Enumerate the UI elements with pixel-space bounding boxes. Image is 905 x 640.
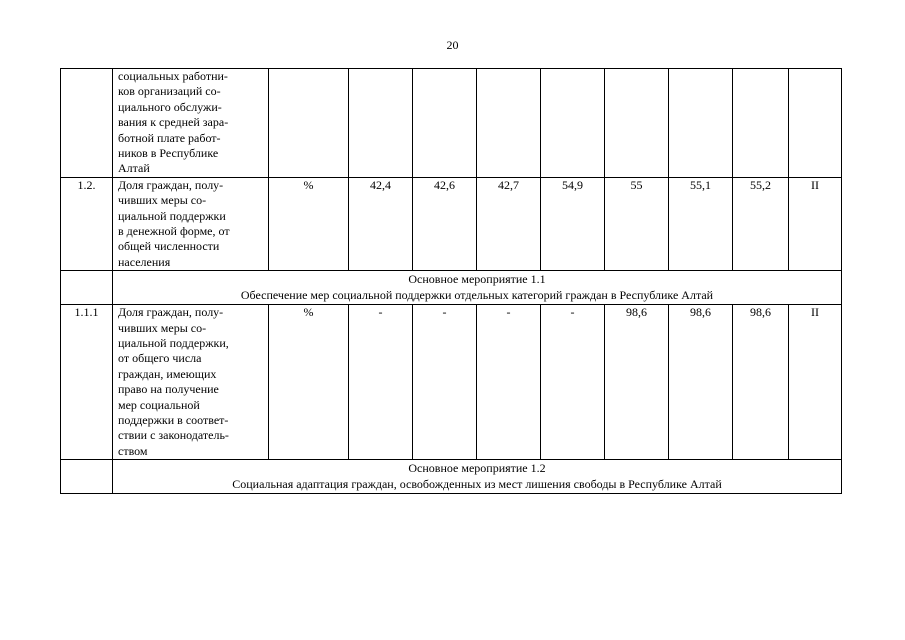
unit-cell (269, 69, 349, 178)
indicator-name-line: чивших меры со- (118, 193, 207, 208)
unit-cell: % (269, 177, 349, 270)
section-row (61, 271, 842, 305)
value-cell: 42,7 (477, 177, 541, 270)
category-cell: II (789, 177, 842, 270)
indicator-name-line: вания к средней зара- (118, 115, 229, 130)
indicator-name-cell (113, 69, 269, 178)
indicator-name-line: Доля граждан, полу- (118, 305, 224, 320)
section-row (61, 460, 842, 494)
indicator-name-line: мер социальной (118, 397, 200, 412)
value-cell (541, 69, 605, 178)
value-cell (733, 69, 789, 178)
indicator-name-line: населения (118, 254, 171, 269)
indicator-name-line: ков организаций со- (118, 84, 221, 99)
unit-cell: % (269, 305, 349, 460)
section-title-line: Основное мероприятие 1.2 (408, 461, 546, 476)
value-cell (605, 69, 669, 178)
value-cell: 98,6 (669, 305, 733, 460)
indicator-name-line: Доля граждан, полу- (118, 177, 224, 192)
section-title-cell (113, 460, 842, 494)
indicator-name-cell (113, 177, 269, 270)
row-number-cell (61, 460, 113, 494)
value-cell: - (541, 305, 605, 460)
row-number-cell: 1.2. (61, 177, 113, 270)
indicator-name-line: циальной поддержки (118, 208, 226, 223)
indicator-name-cell (113, 305, 269, 460)
indicator-name-line: общей численности (118, 239, 220, 254)
value-cell: 54,9 (541, 177, 605, 270)
value-cell: - (477, 305, 541, 460)
row-number-cell: 1.1.1 (61, 305, 113, 460)
indicator-name-line: циальной поддержки, (118, 335, 229, 350)
row-number-cell (61, 69, 113, 178)
row-number-cell (61, 271, 113, 305)
value-cell: 98,6 (733, 305, 789, 460)
table-row (61, 177, 842, 270)
indicators-table (60, 68, 842, 494)
indicator-name-line: в денежной форме, от (118, 224, 230, 239)
section-title-cell (113, 271, 842, 305)
value-cell (349, 69, 413, 178)
value-cell: - (349, 305, 413, 460)
indicator-name-line: чивших меры со- (118, 320, 207, 335)
indicator-name-line: граждан, имеющих (118, 366, 217, 381)
indicator-name-line: Алтай (118, 161, 150, 176)
section-title-line: Обеспечение мер социальной поддержки отдельных категорий граждан в Республике Алтай (240, 287, 714, 302)
table-body (61, 69, 842, 494)
value-cell (413, 69, 477, 178)
category-cell: II (789, 305, 842, 460)
section-title-line: Основное мероприятие 1.1 (408, 272, 546, 287)
value-cell: 55,2 (733, 177, 789, 270)
indicator-name-line: ством (118, 443, 148, 458)
value-cell: 55,1 (669, 177, 733, 270)
indicator-name-line: ников в Республике (118, 146, 219, 161)
indicator-name-line: ствии с законодатель- (118, 428, 229, 443)
value-cell: 42,6 (413, 177, 477, 270)
indicator-name-line: социальных работни- (118, 69, 228, 83)
page-number: 20 (446, 38, 459, 52)
indicator-name-line: от общего числа (118, 351, 202, 366)
value-cell: - (413, 305, 477, 460)
indicator-name-line: поддержки в соответ- (118, 412, 229, 427)
value-cell (669, 69, 733, 178)
table-row (61, 69, 842, 178)
value-cell: 55 (605, 177, 669, 270)
section-title-line: Социальная адаптация граждан, освобожденных из мест лишения свободы в Республике Алтай (232, 476, 722, 491)
value-cell: 42,4 (349, 177, 413, 270)
indicator-name-line: ботной плате работ- (118, 130, 221, 145)
indicator-name-line: право на получение (118, 382, 219, 397)
value-cell (477, 69, 541, 178)
value-cell: 98,6 (605, 305, 669, 460)
category-cell (789, 69, 842, 178)
indicator-name-line: циального обслужи- (118, 99, 222, 114)
table-row (61, 305, 842, 460)
